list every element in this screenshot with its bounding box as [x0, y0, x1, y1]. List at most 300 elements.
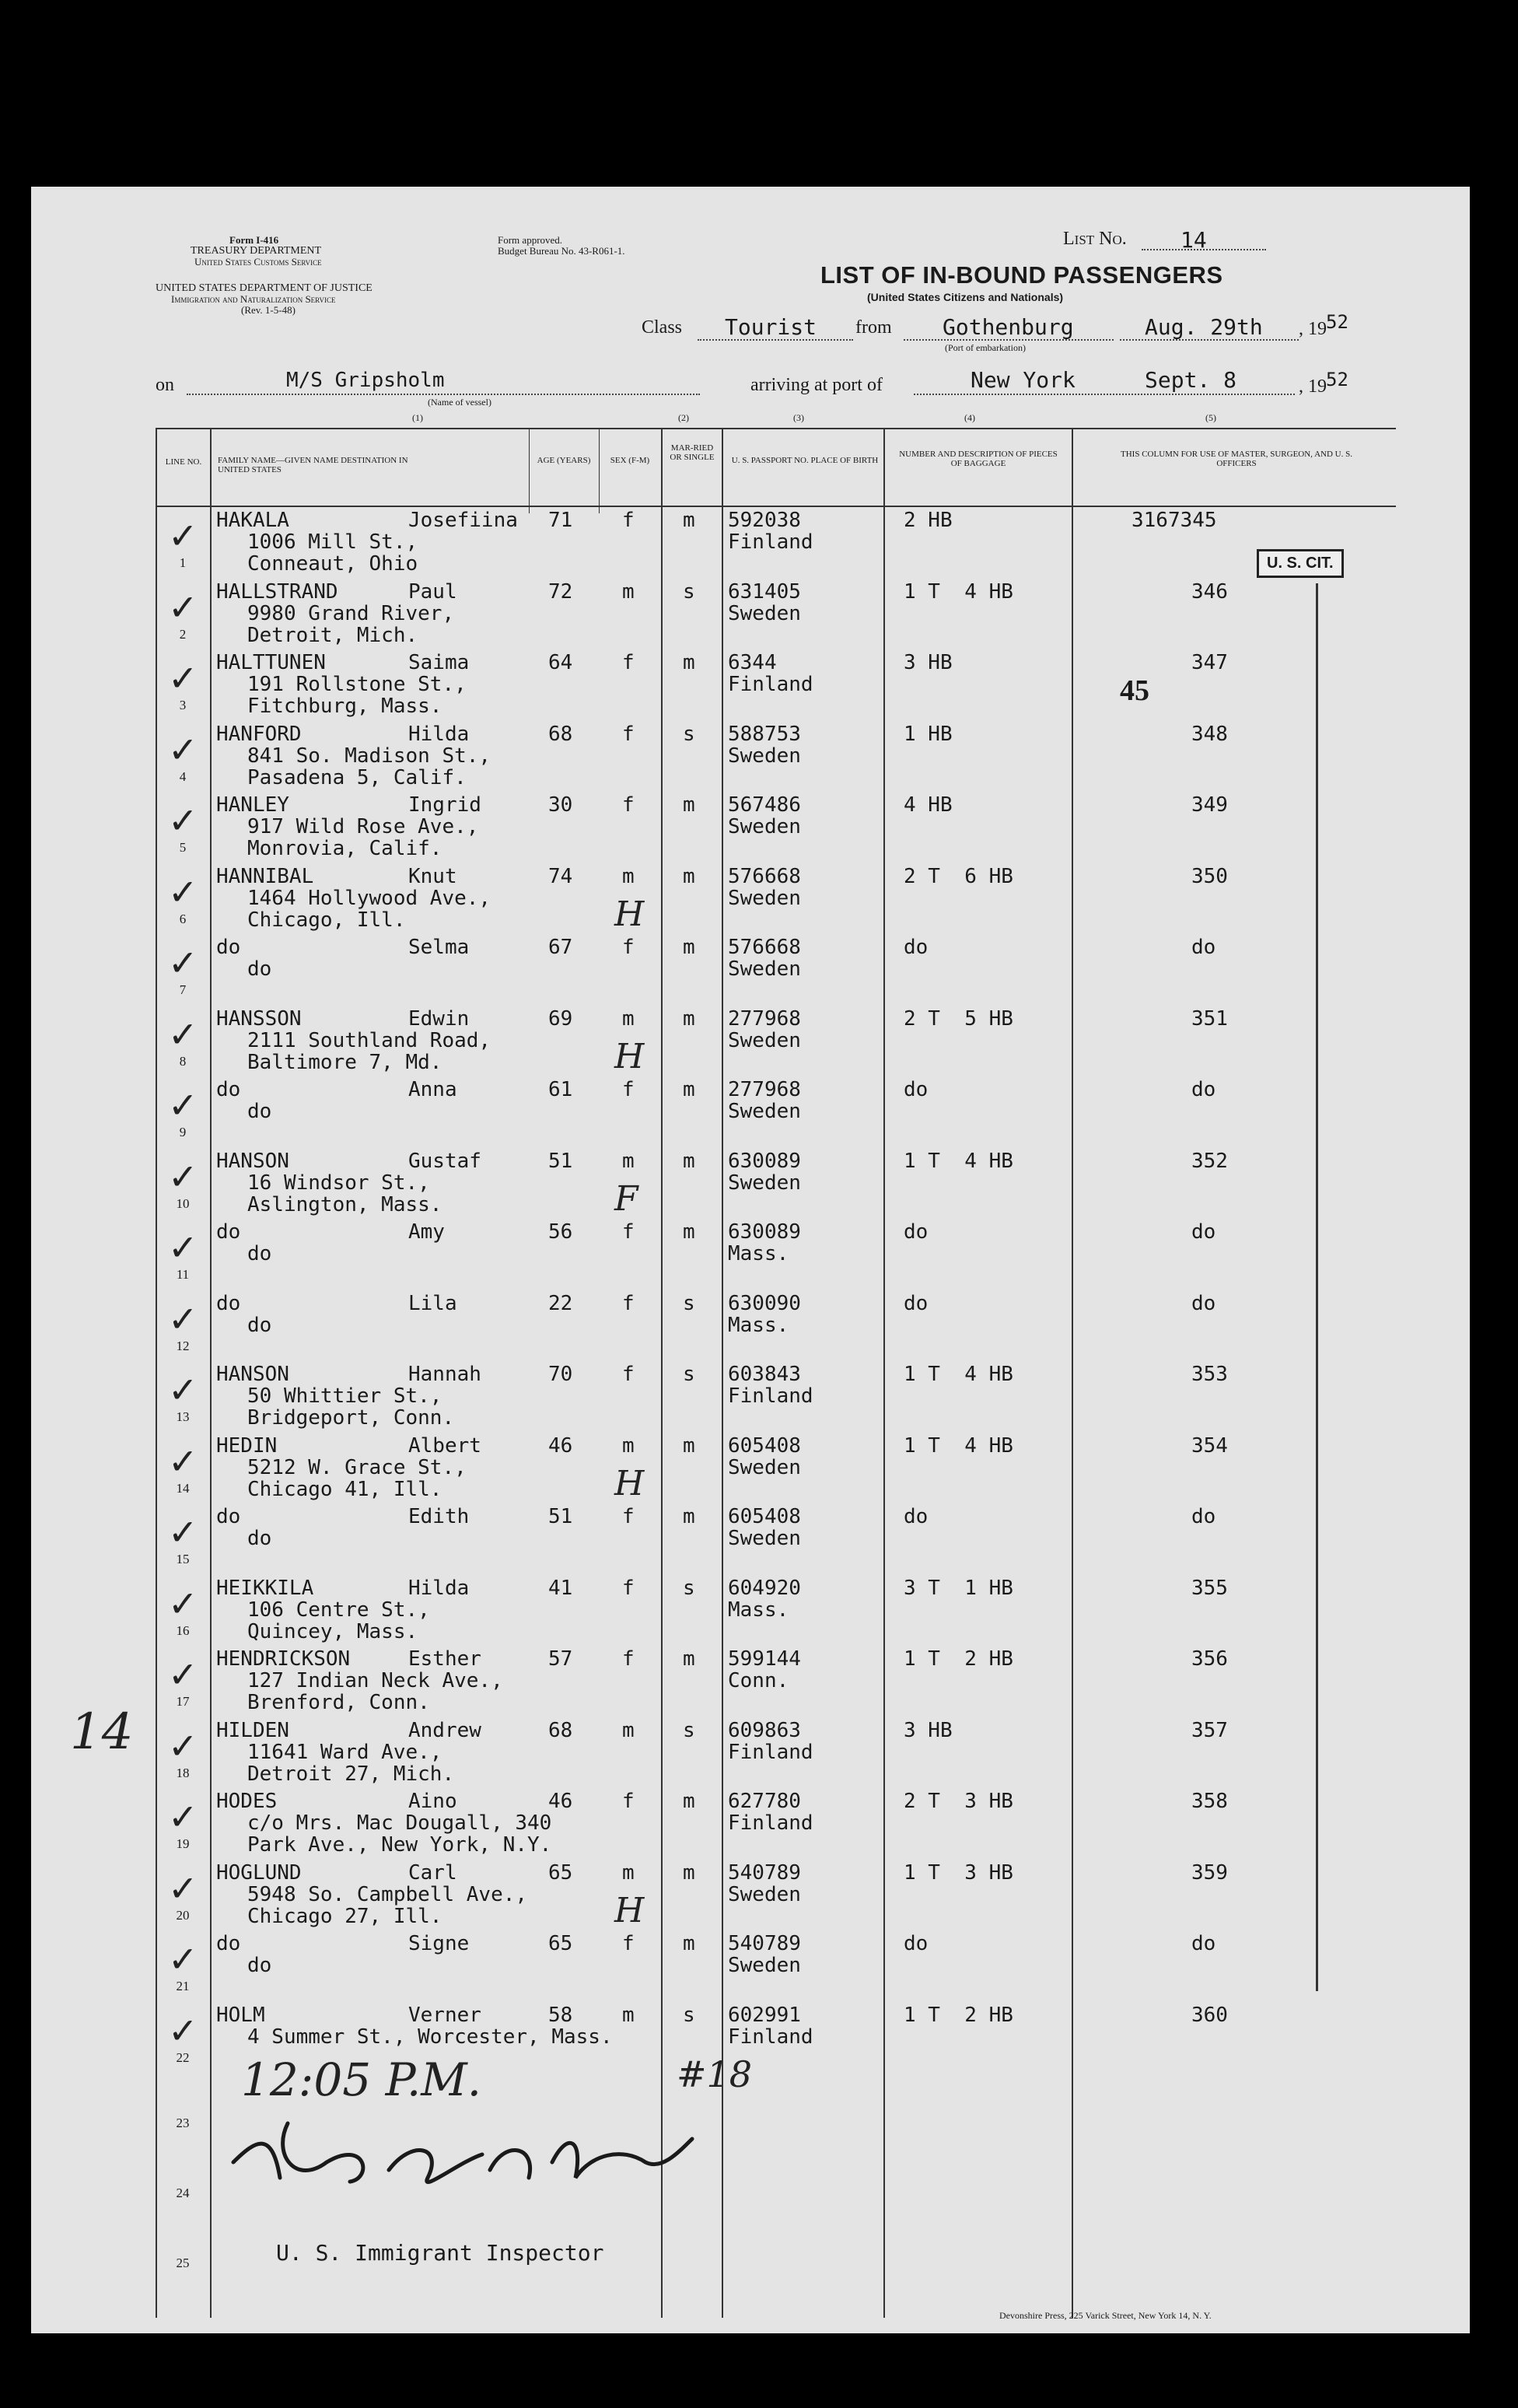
family-name: HENDRICKSON	[216, 1647, 351, 1671]
address-line-1: 11641 Ward Ave.,	[247, 1741, 442, 1764]
officer-number: 357	[1191, 1719, 1228, 1742]
table-row	[31, 1361, 1470, 1433]
marital-status: m	[683, 936, 695, 959]
place-of-birth: Conn.	[728, 1669, 789, 1692]
line-number: 6	[179, 912, 187, 926]
year-prefix-2: , 19	[1299, 376, 1327, 397]
officer-number: 351	[1191, 1007, 1228, 1031]
year-prefix-1: , 19	[1299, 319, 1327, 339]
age: 22	[548, 1292, 573, 1315]
line-number: 14	[176, 1481, 190, 1496]
sex: m	[622, 2004, 635, 2027]
given-name: Selma	[408, 936, 470, 959]
inspector-mark: H	[614, 1464, 645, 1503]
given-name: Signe	[408, 1932, 470, 1955]
table-row	[31, 507, 1470, 579]
check-mark-icon: ✓	[168, 1013, 198, 1055]
officer-number: 3167345	[1132, 509, 1217, 532]
age: 46	[548, 1790, 573, 1813]
line-number: 25	[176, 2256, 190, 2270]
year-1: 52	[1326, 311, 1348, 333]
sex: m	[622, 1434, 635, 1458]
officer-number: do	[1191, 1292, 1216, 1315]
place-of-birth: Sweden	[728, 1100, 801, 1123]
place-of-birth: Sweden	[728, 957, 801, 981]
officer-number: 355	[1191, 1577, 1228, 1600]
baggage: 1 T 2 HB	[904, 2004, 1013, 2027]
age: 58	[548, 2004, 573, 2027]
check-mark-icon: ✓	[168, 1654, 198, 1696]
passport-no: 592038	[728, 509, 801, 532]
given-name: Hannah	[408, 1363, 481, 1386]
line-number: 10	[176, 1196, 190, 1211]
check-mark-icon: ✓	[168, 729, 198, 771]
table-row	[31, 1006, 1470, 1077]
table-row	[31, 721, 1470, 793]
sex: f	[622, 1790, 635, 1813]
family-name: HEDIN	[216, 1434, 278, 1458]
sex: f	[622, 1505, 635, 1528]
place-of-birth: Sweden	[728, 887, 801, 910]
class-value: Tourist	[725, 314, 817, 340]
page-subtitle: (United States Citizens and Nationals)	[867, 291, 1064, 303]
family-name: HOGLUND	[216, 1861, 302, 1885]
marital-status: s	[683, 580, 695, 604]
marital-status: m	[683, 1434, 695, 1458]
address-line-2: Conneaut, Ohio	[247, 552, 418, 576]
marital-status: m	[683, 651, 695, 674]
passport-no: 605408	[728, 1505, 801, 1528]
customs-service: United States Customs Service	[194, 256, 322, 268]
family-name: HOLM	[216, 2004, 265, 2027]
officer-number: do	[1191, 1220, 1216, 1244]
line-number: 20	[176, 1908, 190, 1923]
family-name: do	[216, 1220, 241, 1244]
table-top-border	[156, 428, 1396, 429]
sex: f	[622, 936, 635, 959]
marital-status: m	[683, 1647, 695, 1671]
officer-number: 353	[1191, 1363, 1228, 1386]
given-name: Lila	[408, 1292, 457, 1315]
age: 70	[548, 1363, 573, 1386]
sex: f	[622, 1577, 635, 1600]
given-name: Ingrid	[408, 793, 481, 817]
marital-status: m	[683, 865, 695, 888]
passport-no: 588753	[728, 723, 801, 746]
embark-note: (Port of embarkation)	[945, 342, 1026, 353]
check-mark-icon: ✓	[168, 1440, 198, 1482]
address-line-1: do	[247, 1527, 272, 1550]
arriving-label: arriving at port of	[750, 375, 883, 395]
sex: m	[622, 580, 635, 604]
address-line-2: Bridgeport, Conn.	[247, 1406, 455, 1430]
baggage: 1 HB	[904, 723, 953, 746]
address-line-2: Aslington, Mass.	[247, 1193, 442, 1216]
family-name: HALLSTRAND	[216, 580, 338, 604]
line-number: 11	[176, 1267, 190, 1282]
address-line-1: 16 Windsor St.,	[247, 1171, 430, 1195]
given-name: Josefiina	[408, 509, 518, 532]
sex: m	[622, 1719, 635, 1742]
family-name: do	[216, 1505, 241, 1528]
col-num-2: (2)	[678, 412, 689, 423]
officer-number: 352	[1191, 1150, 1228, 1173]
col-num-4: (4)	[964, 412, 975, 423]
table-row	[31, 1930, 1470, 2002]
form-revision: (Rev. 1-5-48)	[241, 304, 296, 316]
given-name: Knut	[408, 865, 457, 888]
inspector-mark: H	[614, 894, 645, 934]
passport-no: 603843	[728, 1363, 801, 1386]
age: 71	[548, 509, 573, 532]
check-mark-icon: ✓	[168, 1725, 198, 1767]
vessel-name: M/S Gripsholm	[286, 369, 445, 392]
address-line-1: do	[247, 1954, 272, 1977]
address-line-1: 191 Rollstone St.,	[247, 673, 467, 696]
given-name: Saima	[408, 651, 470, 674]
age: 57	[548, 1647, 573, 1671]
family-name: HEIKKILA	[216, 1577, 314, 1600]
place-of-birth: Sweden	[728, 1527, 801, 1550]
table-row	[31, 1290, 1470, 1362]
given-name: Verner	[408, 2004, 481, 2027]
age: 51	[548, 1150, 573, 1173]
address-line-1: do	[247, 1242, 272, 1265]
family-name: HANSON	[216, 1150, 289, 1173]
baggage: do	[904, 1078, 929, 1101]
margin-note: 14	[70, 1703, 134, 1761]
place-of-birth: Mass.	[728, 1314, 789, 1337]
line-number: 15	[176, 1552, 190, 1566]
passport-no: 576668	[728, 936, 801, 959]
place-of-birth: Mass.	[728, 1242, 789, 1265]
baggage: 1 T 4 HB	[904, 580, 1013, 604]
given-name: Anna	[408, 1078, 457, 1101]
place-of-birth: Sweden	[728, 1029, 801, 1052]
marital-status: m	[683, 1932, 695, 1955]
place-of-birth: Finland	[728, 1741, 813, 1764]
officer-number: do	[1191, 1078, 1216, 1101]
sex: f	[622, 1363, 635, 1386]
header-name: FAMILY NAME—GIVEN NAME DESTINATION IN UNITED STATES	[218, 456, 408, 474]
check-mark-icon: ✓	[168, 1938, 198, 1980]
address-line-1: do	[247, 1100, 272, 1123]
justice-dept: UNITED STATES DEPARTMENT OF JUSTICE	[156, 282, 373, 294]
passport-no: 604920	[728, 1577, 801, 1600]
address-line-2: Chicago 27, Ill.	[247, 1905, 442, 1928]
check-mark-icon: ✓	[168, 586, 198, 628]
marital-status: m	[683, 793, 695, 817]
sex: f	[622, 1292, 635, 1315]
baggage: 1 T 4 HB	[904, 1150, 1013, 1173]
passport-no: 540789	[728, 1861, 801, 1885]
header-baggage: NUMBER AND DESCRIPTION OF PIECES OF BAGGAGE	[899, 450, 1058, 468]
table-row	[31, 934, 1470, 1006]
baggage: do	[904, 936, 929, 959]
address-line-2: Brenford, Conn.	[247, 1691, 430, 1714]
col-num-3: (3)	[793, 412, 804, 423]
address-line-1: 917 Wild Rose Ave.,	[247, 815, 479, 838]
family-name: HALTTUNEN	[216, 651, 326, 674]
header-passport: U. S. PASSPORT NO. PLACE OF BIRTH	[731, 456, 879, 465]
passport-no: 6344	[728, 651, 777, 674]
place-of-birth: Sweden	[728, 744, 801, 768]
sex: f	[622, 1078, 635, 1101]
given-name: Carl	[408, 1861, 457, 1885]
officer-number: 349	[1191, 793, 1228, 817]
passport-no: 609863	[728, 1719, 801, 1742]
family-name: HANNIBAL	[216, 865, 314, 888]
baggage: do	[904, 1505, 929, 1528]
header-married: MAR-RIED OR SINGLE	[670, 443, 715, 462]
sex: f	[622, 723, 635, 746]
line-number: 12	[176, 1339, 190, 1353]
given-name: Amy	[408, 1220, 445, 1244]
age: 68	[548, 723, 573, 746]
vessel-note: (Name of vessel)	[428, 397, 491, 408]
class-label: Class	[642, 317, 683, 338]
table-row	[31, 649, 1470, 721]
check-mark-icon: ✓	[168, 871, 198, 913]
line-number: 23	[176, 2116, 190, 2130]
address-line-1: 5948 So. Campbell Ave.,	[247, 1883, 528, 1906]
given-name: Gustaf	[408, 1150, 481, 1173]
baggage: 3 HB	[904, 651, 953, 674]
vessel-line	[187, 394, 700, 395]
count-note: 45	[1120, 674, 1149, 707]
officer-number: 348	[1191, 723, 1228, 746]
marital-status: m	[683, 1007, 695, 1031]
given-name: Aino	[408, 1790, 457, 1813]
date-arrive: Sept. 8	[1145, 367, 1237, 393]
table-row	[31, 1148, 1470, 1220]
table-row	[31, 1219, 1470, 1290]
age: 56	[548, 1220, 573, 1244]
age: 41	[548, 1577, 573, 1600]
marital-status: s	[683, 1363, 695, 1386]
page-title: LIST OF IN-BOUND PASSENGERS	[820, 261, 1223, 289]
marital-status: m	[683, 1505, 695, 1528]
baggage: 2 T 3 HB	[904, 1790, 1013, 1813]
table-row	[31, 1860, 1470, 1931]
line-number: 1	[179, 555, 187, 570]
check-mark-icon: ✓	[168, 1796, 198, 1838]
passport-no: 277968	[728, 1007, 801, 1031]
age: 64	[548, 651, 573, 674]
baggage: 2 T 6 HB	[904, 865, 1013, 888]
treasury-dept: TREASURY DEPARTMENT	[191, 245, 322, 257]
address-line-1: do	[247, 957, 272, 981]
passport-no: 631405	[728, 580, 801, 604]
address-line-1: 2111 Southland Road,	[247, 1029, 491, 1052]
place-of-birth: Finland	[728, 673, 813, 696]
table-row	[31, 1076, 1470, 1148]
baggage: 1 T 2 HB	[904, 1647, 1013, 1671]
baggage: do	[904, 1292, 929, 1315]
check-mark-icon: ✓	[168, 515, 198, 557]
marital-status: m	[683, 1861, 695, 1885]
table-row	[31, 792, 1470, 863]
table-row	[31, 579, 1470, 650]
passport-no: 567486	[728, 793, 801, 817]
family-name: do	[216, 1292, 241, 1315]
border-sex-col	[599, 428, 600, 513]
sex: m	[622, 1150, 635, 1173]
officer-number: 358	[1191, 1790, 1228, 1813]
baggage: 3 HB	[904, 1719, 953, 1742]
age: 65	[548, 1861, 573, 1885]
table-row	[31, 1503, 1470, 1575]
sex: f	[622, 793, 635, 817]
baggage: do	[904, 1220, 929, 1244]
marital-status: s	[683, 1292, 695, 1315]
address-line-2: Chicago, Ill.	[247, 908, 406, 932]
address-line-1: 5212 W. Grace St.,	[247, 1456, 467, 1479]
family-name: HANSON	[216, 1363, 289, 1386]
given-name: Paul	[408, 580, 457, 604]
line-number: 9	[179, 1125, 187, 1139]
address-line-1: 1464 Hollywood Ave.,	[247, 887, 491, 910]
from-label: from	[855, 317, 892, 338]
address-line-1: 9980 Grand River,	[247, 602, 455, 625]
table-row	[31, 863, 1470, 935]
check-mark-icon: ✓	[168, 1369, 198, 1411]
header-sex: SEX (F-M)	[610, 456, 650, 465]
form-id: Form I-416	[229, 234, 279, 246]
passport-no: 599144	[728, 1647, 801, 1671]
baggage: 1 T 4 HB	[904, 1363, 1013, 1386]
address-line-1: do	[247, 1314, 272, 1337]
place-of-birth: Sweden	[728, 1954, 801, 1977]
passport-no: 630090	[728, 1292, 801, 1315]
sex: f	[622, 1647, 635, 1671]
passport-no: 602991	[728, 2004, 801, 2027]
sex: m	[622, 1861, 635, 1885]
address-line-1: 841 So. Madison St.,	[247, 744, 491, 768]
place-of-birth: Sweden	[728, 602, 801, 625]
address-line-1: 127 Indian Neck Ave.,	[247, 1669, 503, 1692]
address-line-1: 4 Summer St., Worcester, Mass.	[247, 2025, 613, 2049]
given-name: Hilda	[408, 723, 470, 746]
line-number: 8	[179, 1054, 187, 1069]
manifest-sheet	[31, 187, 1470, 2333]
family-name: HILDEN	[216, 1719, 289, 1742]
officer-number: 350	[1191, 865, 1228, 888]
sex: f	[622, 1932, 635, 1955]
address-line-1: 1006 Mill St.,	[247, 530, 418, 554]
address-line-2: Fitchburg, Mass.	[247, 695, 442, 718]
table-row	[31, 1788, 1470, 1860]
place-of-birth: Sweden	[728, 1883, 801, 1906]
marital-status: m	[683, 1220, 695, 1244]
check-mark-icon: ✓	[168, 1227, 198, 1269]
age: 30	[548, 793, 573, 817]
passport-no: 277968	[728, 1078, 801, 1101]
baggage: 1 T 4 HB	[904, 1434, 1013, 1458]
line-number: 24	[176, 2186, 190, 2200]
line-number: 5	[179, 840, 187, 855]
given-name: Albert	[408, 1434, 481, 1458]
address-line-2: Detroit 27, Mich.	[247, 1762, 455, 1786]
marital-status: s	[683, 723, 695, 746]
sex: f	[622, 651, 635, 674]
family-name: HANSSON	[216, 1007, 302, 1031]
baggage: do	[904, 1932, 929, 1955]
line-number: 21	[176, 1979, 190, 1993]
list-no-value: 14	[1180, 227, 1207, 253]
officer-number: do	[1191, 1505, 1216, 1528]
sex: f	[622, 1220, 635, 1244]
officer-number: 347	[1191, 651, 1228, 674]
marital-status: m	[683, 1790, 695, 1813]
inspector-signature	[226, 2108, 708, 2201]
officer-number: do	[1191, 936, 1216, 959]
line-number: 19	[176, 1836, 190, 1851]
line-number: 16	[176, 1623, 190, 1638]
given-name: Andrew	[408, 1719, 481, 1742]
family-name: do	[216, 1932, 241, 1955]
header-age: AGE (YEARS)	[537, 456, 591, 465]
age: 65	[548, 1932, 573, 1955]
table-row	[31, 1646, 1470, 1717]
given-name: Edith	[408, 1505, 470, 1528]
check-mark-icon: ✓	[168, 942, 198, 984]
place-of-birth: Finland	[728, 1811, 813, 1835]
date-from: Aug. 29th	[1145, 314, 1263, 340]
on-label: on	[156, 375, 174, 395]
citizen-stamp: U. S. CIT.	[1257, 549, 1344, 578]
line-number: 22	[176, 2050, 190, 2065]
address-line-1: c/o Mrs. Mac Dougall, 340	[247, 1811, 552, 1835]
family-name: HAKALA	[216, 509, 289, 532]
inspector-label: U. S. Immigrant Inspector	[276, 2240, 604, 2266]
border-age-col	[529, 428, 530, 513]
age: 72	[548, 580, 573, 604]
address-line-2: Park Ave., New York, N.Y.	[247, 1833, 552, 1857]
age: 67	[548, 936, 573, 959]
check-mark-icon: ✓	[168, 1084, 198, 1126]
inspector-mark: F	[614, 1179, 638, 1219]
line-number: 2	[179, 627, 187, 642]
line-number: 18	[176, 1766, 190, 1780]
place-of-birth: Finland	[728, 2025, 813, 2049]
baggage: 3 T 1 HB	[904, 1577, 1013, 1600]
passport-no: 627780	[728, 1790, 801, 1813]
given-name: Hilda	[408, 1577, 470, 1600]
baggage: 1 T 3 HB	[904, 1861, 1013, 1885]
age: 69	[548, 1007, 573, 1031]
marital-status: s	[683, 2004, 695, 2027]
check-mark-icon: ✓	[168, 1583, 198, 1625]
table-row	[31, 1433, 1470, 1504]
line-number: 3	[179, 698, 187, 712]
check-mark-icon: ✓	[168, 1156, 198, 1198]
address-line-2: Detroit, Mich.	[247, 624, 418, 647]
header-officers: THIS COLUMN FOR USE OF MASTER, SURGEON, AND U. S. OFFICERS	[1121, 450, 1352, 468]
address-line-2: Quincey, Mass.	[247, 1620, 418, 1643]
line-number: 13	[176, 1409, 190, 1424]
check-mark-icon: ✓	[168, 657, 198, 699]
marital-status: s	[683, 1719, 695, 1742]
family-name: HODES	[216, 1790, 278, 1813]
year-2: 52	[1326, 369, 1348, 390]
marital-status: s	[683, 1577, 695, 1600]
sex: f	[622, 509, 635, 532]
port-value: New York	[971, 367, 1076, 393]
table-row	[31, 1575, 1470, 1647]
marital-status: m	[683, 1078, 695, 1101]
marital-status: m	[683, 1150, 695, 1173]
